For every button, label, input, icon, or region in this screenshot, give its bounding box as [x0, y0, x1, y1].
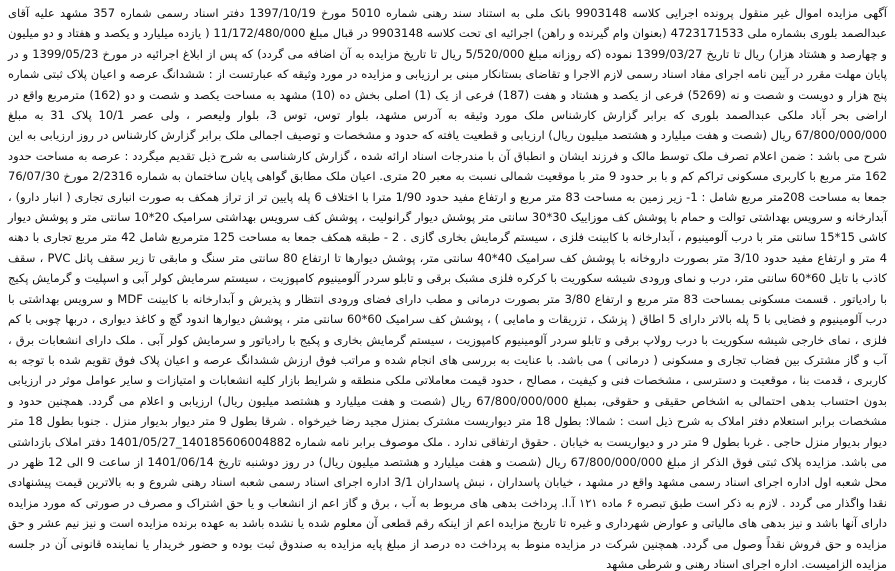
notice-text: آگهی مزایده اموال غیر منقول پرونده اجرایی کلاسه 9903148 بانک ملی به استناد سند رهنی شماره 5010 مورخ 1397/10/19 دفتر اسناد رسمی شماره 357 مشهد علیه آقای عبدالصمد بلوری بشماره ملی 4723171533 (بعنوان وام گیرنده و راهن) اجرائیه ای تحت کلاسه 9903148 در قبال مبلغ 11/172/480/000 ( یازده میلیارد و یکصد و هفتاد و دو میلیون و چهارصد و هشتاد هزار) ریال تا تاریخ 1399/03/27 نموده (که روزانه مبلغ 5/520/000 ریال تا تاریخ مزایده به آن اضافه می گردد) که پس از ابلاغ اجرائیه در مورخ 1399/05/23 و در پایان مهلت مقرر در آیین نامه اجرای مفاد اسناد رسمی لازم الاجرا و تقاضای بستانکار مبنی بر ارزیابی و مزایده در مورد وثیقه که عبارتست از : ششدانگ عرصه و اعیان پلاک ثبتی شماره پنج هزار و دویست و شصت و نه (5269) فرعی از یکصد و هشتاد و هفت (187) فرعی از یک (1) اصلی بخش ده (10) مشهد به مساحت یکصد و شصت و دو (162) مترمربع واقع در اراضی بحر آباد ملکی عبدالصمد بلوری که برابر گزارش کارشناس ملک مورد وثیقه به آدرس مشهد، بلوار توس، توس 3، بلوار ولیعصر ، ولی عصر 10/1 پلاک 31 به مبلغ 67/800/000/000 ریال (شصت و هفت میلیارد و هشتصد میلیون ریال) ارزیابی و قطعیت یافته که حدود و مشخصات و توصیف اجمالی ملک برابر گزارش کارشناس در روز ارزیابی به این شرح می باشد : ضمن اعلام تصرف ملک توسط مالک و فرزند ایشان و انطباق آن با مندرجات اسناد ارائه شده ، گزارش کارشناسی به شرح ذیل تقدیم میگردد : عرصه به مساحت حدود 162 متر مربع با کاربری مسکونی تراکم کم و با بر حدود 9 متر با موقعیت شمالی نسبت به معبر 20 متری. اعیان ملک مطابق گواهی پایان ساختمان به شماره 2/2316 مورخ 76/07/30 جمعا به مساحت 208متر مربع شامل : 1- زیر زمین به مساحت 83 متر مربع و ارتفاع مفید حدود 1/90 مترا با اختلاف 6 پله پایین تر از تراز همکف به صورت انباری تجاری ( انبار دارو) ، آبدارخانه و سرویس بهداشتی توالت و حمام با پوشش کف موزاییک 30*30 سانتی متر پوشش دیوار گرانولیت ، پوشش کف سرویس بهداشتی سرامیک 20*10 سانتی متر و پوشش دیوار کاشی 15*15 سانتی متر با درب آلومینیوم ، آبدارخانه با کابینت فلزی ، سیستم گرمایش بخاری گازی . 2 - طبقه همکف جمعا به مساحت 125 مترمربع شامل 42 متر مربع تجاری با دهنه 4 متر و ارتفاع مفید حدود 3/10 متر بصورت داروخانه با پوشش کف سرامیک 40*40 سانتی متر، پوشش دیوارها تا ارتفاع 80 سانتی متر سنگ و مابقی تا زیر سقف پانل PVC ، سقف کاذب با تایل 60*60 سانتی متر، درب و نمای ورودی شیشه سکوریت با کرکره فلزی مشبک برقی و تابلو سردر آلومینیوم کامپوزیت ، سیستم سرمایش کولر آبی و اسپلیت و گرمایش پکیج با رادیاتور . قسمت مسکونی بمساحت 83 متر مربع و ارتفاع 3/80 متر بصورت درمانی و مطب دارای فضای ورودی انتظار و پذیرش و آبدارخانه با کابینت MDF و سرویس بهداشتی با درب آلومینیوم و فضایی با 5 پله بالاتر دارای 5 اطاق ( پزشک ، تزریقات و مامایی ) ، پوشش کف سرامیک 60*60 سانتی متر ، پوشش دیوارها اندود گچ و کاغذ دیواری ، دربها چوبی با کم فلزی ، نمای خارجی شیشه سکوریت با درب رولاپ برقی و تابلو سردر آلومینیوم کامپوزیت ، سیستم گرمایش بخاری و پکیج با رادیاتور و سرمایش کولر آبی . ملک دارای انشعابات برق ، آب و گاز مشترک بین فضاب تجاری و مسکونی ( درمانی ) می باشد. با عنایت به بررسی های انجام شده و مراتب فوق ارزش ششدانگ عرصه و اعیان پلاک فوق تقویم شده با توجه به کاربری ، قدمت بنا ، موقعیت و دسترسی ، مشخصات فنی و کیفیت ، مصالح ، حدود قیمت معاملاتی ملکی منطقه و شرایط بازار کلیه انشعابات و امتیازات و سایر عوامل موثر در ارزیابی بدون احتساب بدهی احتمالی به اشخاص حقیقی و حقوقی، بمبلغ 67/800/000/000 ریال (شصت و هفت میلیارد و هشتصد میلیون ریال) ارزیابی و اعلام می گردد. همچنین حدود و مشخصات برابر استعلام دفتر املاک به شرح ذیل است : شمالا: بطول 18 متر دیواریست مشترک بمنزل مجید رضا خیرخواه . شرقا بطول 9 متر دیوار بدیوار منزل . جنوبا بطول 18 متر دیوار بدیوار منزل حاجی . غربا بطول 9 متر در و دیواریست به خیابان . حقوق ارتفاقی ندارد . ملک موصوف برابر نامه شماره 140185606004882_1401/05/27 دفتر املاک بازداشتی می باشد. مزایده پلاک ثبتی فوق الذکر از مبلغ 67/800/000/000 ریال (شصت و هفت میلیارد و هشتصد میلیون ریال) در روز دوشنبه تاریخ 1401/06/14 از ساعت 9 الی 12 ظهر در محل شعبه اول اداره اجرای اسناد رسمی مشهد واقع در مشهد ، خیابان پاسداران ، نبش پاسداران 3/1 اداره اجرای اسناد رسمی شعبه اسناد رهنی شروع و به بالاترین قیمت پیشنهادی نقدا واگذار می گردد . لازم به ذکر است طبق تبصره ۶ ماده ۱۲۱ آ.ا. پرداخت بدهی های مربوط به آب ، برق و گاز اعم از انشعاب و یا حق اشتراک و مصرف در صورتی که مورد مزایده دارای آنها باشد و نیز بدهی های مالیاتی و عوارض شهرداری و غیره تا تاریخ مزایده اعم از اینکه رقم قطعی آن معلوم شده یا نشده باشد به عهده برنده مزایده است و نیز نیم عشر و حق مزایده و حق فروش نقداً وصول می گردد. همچنین شرکت در مزایده منوط به پرداخت ده درصد از مبلغ پایه مزایده به صندوق ثبت بوده و حضور خریدار یا نماینده قانونی آن در جلسه مزایده الزامیست. اداره اجرای اسناد رهنی و شرطی مشهد — [8, 6, 888, 571]
